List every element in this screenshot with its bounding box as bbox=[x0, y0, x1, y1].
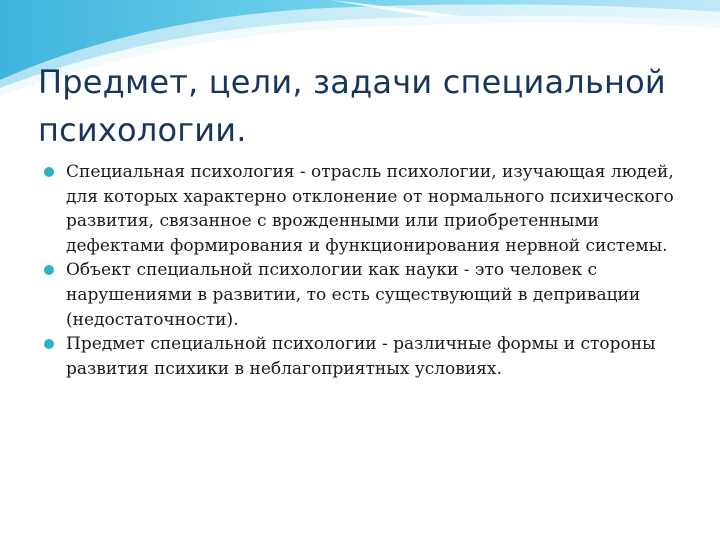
bullet-dot-icon bbox=[44, 167, 54, 177]
slide-title: Предмет, цели, задачи специальной психологии. bbox=[38, 63, 666, 149]
bullet-text: Объект специальной психологии как науки - это человек с нарушениями в развитии, то есть существующий в депривации (недостаточности). bbox=[66, 260, 641, 330]
bullet-dot-icon bbox=[44, 339, 54, 349]
bullet-dot-icon bbox=[44, 265, 54, 275]
bullet-item bbox=[44, 160, 680, 258]
bullet-text: Предмет специальной психологии - различные формы и стороны развития психики в неблагоприятных условиях. bbox=[66, 334, 656, 379]
bullet-item bbox=[44, 332, 680, 381]
bullet-list bbox=[44, 160, 680, 381]
bullet-item bbox=[44, 258, 680, 332]
bullet-text: Специальная психология - отрасль психологии, изучающая людей, для которых характерно отклонение от нормального психического развития, связанное с врожденными или приобретенными дефектами формирования и функционирования нервной системы. bbox=[66, 162, 674, 256]
